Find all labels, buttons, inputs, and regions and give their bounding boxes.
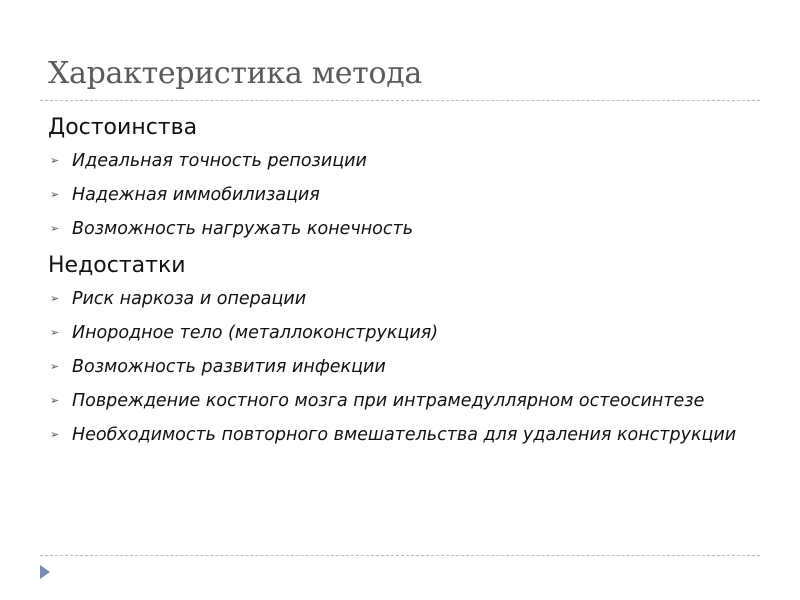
list-item-text: Повреждение костного мозга при интрамедуллярном остеосинтезе [72,391,705,411]
next-slide-arrow-icon[interactable] [40,565,50,579]
list-item-text: Возможность развития инфекции [72,357,386,377]
list-item [48,388,760,414]
section-heading-advantages: Достоинства [48,115,198,140]
list-item [48,182,760,208]
list-item-text: Риск наркоза и операции [72,289,307,309]
advantages-list [48,148,760,242]
list-item [48,148,760,174]
arrow-bullet-icon: ➢ [50,222,60,235]
disadvantages-list [48,286,760,448]
arrow-bullet-icon: ➢ [50,188,60,201]
arrow-bullet-icon: ➢ [50,394,60,407]
list-item [48,354,760,380]
list-item [48,320,760,346]
arrow-bullet-icon: ➢ [50,154,60,167]
list-item [48,422,760,448]
list-item-text: Инородное тело (металлоконструкция) [72,323,439,343]
list-item [48,216,760,242]
footer-divider [40,555,760,556]
arrow-bullet-icon: ➢ [50,360,60,373]
list-item-text: Необходимость повторного вмешательства для удаления конструкции [72,425,737,445]
list-item [48,286,760,312]
list-item-text: Идеальная точность репозиции [72,151,367,171]
list-item-text: Возможность нагружать конечность [72,219,414,239]
section-heading-disadvantages: Недостатки [48,253,186,278]
list-item-text: Надежная иммобилизация [72,185,320,205]
arrow-bullet-icon: ➢ [50,428,60,441]
title-divider [40,100,760,101]
slide-content [48,112,760,456]
slide-title: Характеристика метода [48,56,423,91]
arrow-bullet-icon: ➢ [50,292,60,305]
arrow-bullet-icon: ➢ [50,326,60,339]
